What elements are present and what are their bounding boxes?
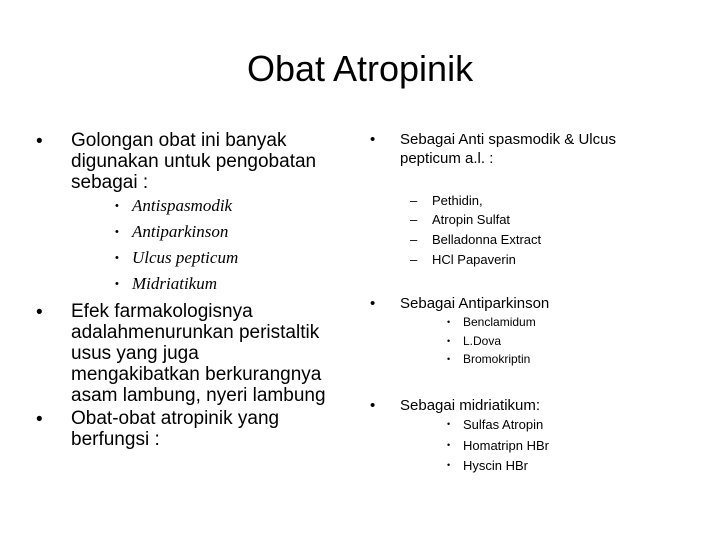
drug-item: Pethidin,: [432, 193, 483, 208]
drug-item: L.Dova: [463, 334, 502, 348]
sub-bullet-dot: •: [447, 440, 451, 450]
sub-item: Antispasmodik: [132, 196, 233, 215]
sub-bullet-dot: •: [115, 278, 119, 290]
sub-bullet-dot: •: [447, 419, 451, 429]
bullet-text-line: asam lambung, nyeri lambung: [71, 385, 326, 406]
bullet-dot: •: [36, 409, 43, 430]
bullet-text-line: mengakibatkan berkurangnya: [71, 364, 322, 385]
drug-item: Sulfas Atropin: [463, 417, 544, 432]
dash-bullet: –: [410, 193, 418, 208]
bullet-dot: •: [370, 131, 376, 148]
bullet-text-line: adalahmenurunkan peristaltik: [71, 322, 320, 343]
bullet-text-line: Efek farmakologisnya: [71, 301, 253, 322]
drug-item: Belladonna Extract: [432, 232, 542, 247]
section-text-line: Sebagai Anti spasmodik & Ulcus: [400, 131, 616, 148]
sub-bullet-dot: •: [447, 354, 451, 364]
bullet-dot: •: [370, 295, 376, 312]
bullet-dot: •: [370, 397, 376, 414]
drug-item: Atropin Sulfat: [432, 212, 511, 227]
sub-bullet-dot: •: [115, 252, 119, 264]
bullet-text-line: usus yang juga: [71, 343, 199, 364]
drug-item: Hyscin HBr: [463, 458, 529, 473]
sub-bullet-dot: •: [115, 226, 119, 238]
sub-bullet-dot: •: [447, 336, 451, 346]
dash-bullet: –: [410, 232, 418, 247]
bullet-text-line: Golongan obat ini banyak: [71, 130, 287, 151]
drug-item: Homatripn HBr: [463, 438, 549, 453]
drug-item: Benclamidum: [463, 315, 536, 329]
dash-bullet: –: [410, 212, 418, 227]
bullet-dot: •: [36, 131, 43, 152]
drug-item: Bromokriptin: [463, 352, 531, 366]
dash-bullet: –: [410, 252, 418, 267]
sub-item: Midriatikum: [132, 274, 217, 293]
section-heading: Sebagai Antiparkinson: [400, 295, 550, 312]
bullet-text-line: berfungsi :: [71, 429, 160, 450]
sub-item: Ulcus pepticum: [132, 248, 239, 267]
bullet-dot: •: [36, 302, 43, 323]
drug-item: HCl Papaverin: [432, 252, 516, 267]
slide-title: Obat Atropinik: [246, 48, 474, 89]
bullet-text-line: sebagai :: [71, 172, 149, 193]
sub-bullet-dot: •: [115, 200, 119, 212]
bullet-text-line: Obat-obat atropinik yang: [71, 408, 280, 429]
sub-item: Antiparkinson: [132, 222, 229, 241]
section-heading: Sebagai midriatikum:: [400, 397, 541, 414]
bullet-text-line: digunakan untuk pengobatan: [71, 151, 317, 172]
sub-bullet-dot: •: [447, 460, 451, 470]
section-text-line: pepticum a.l. :: [400, 150, 494, 167]
sub-bullet-dot: •: [447, 317, 451, 327]
